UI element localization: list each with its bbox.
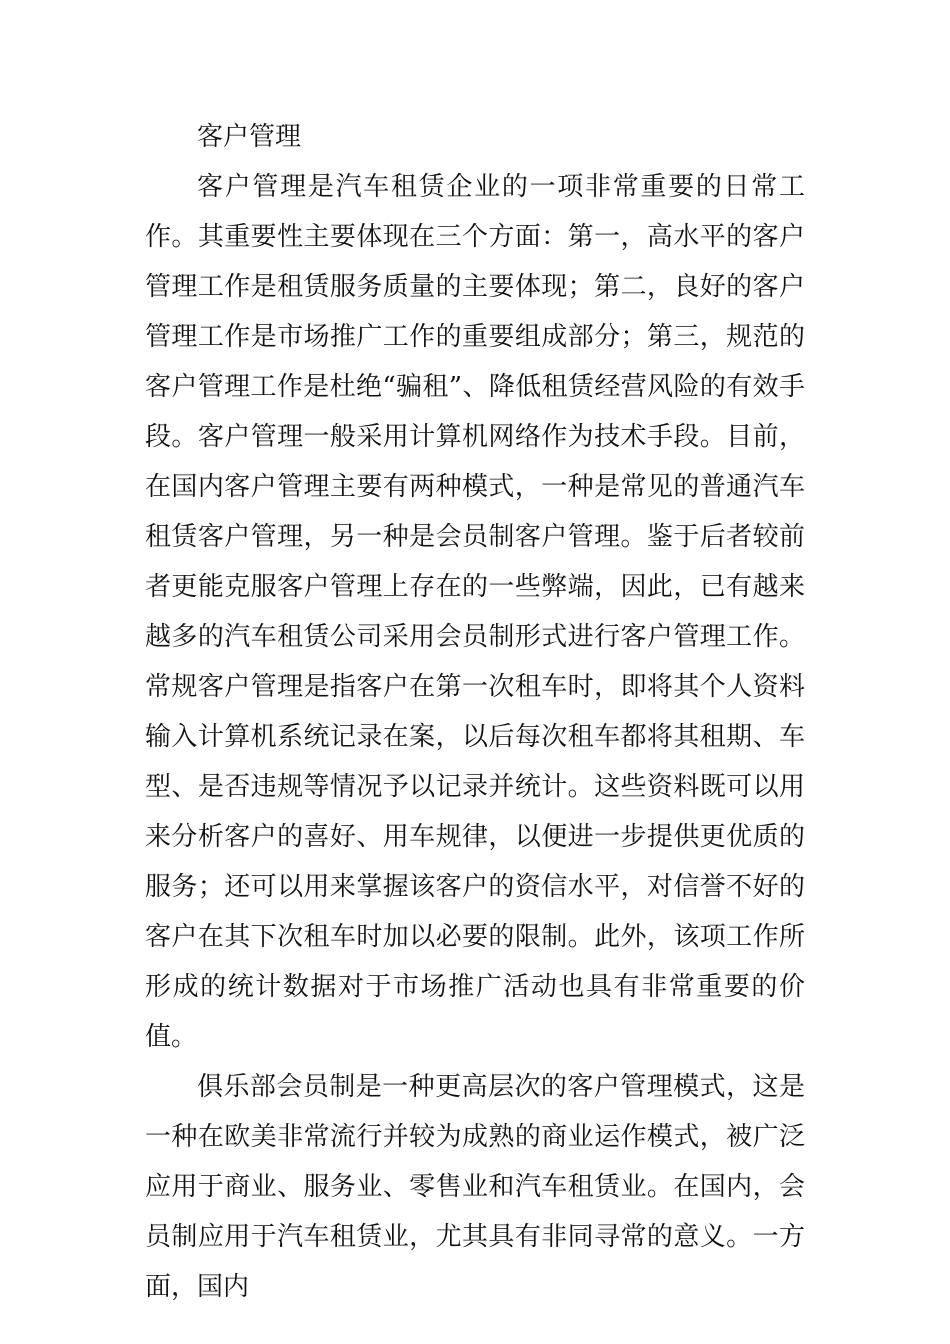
paragraph-club-membership: 俱乐部会员制是一种更高层次的客户管理模式，这是一种在欧美非常流行并较为成熟的商业运作模式，被广泛应用于商业、服务业、零售业和汽车租赁业。在国内，会员制应用于汽车租赁业，尤其具有非同寻常的意义。一方面，国内 xyxy=(145,1072,805,1302)
section-heading: 客户管理 xyxy=(197,122,302,152)
paragraph-customer-management: 客户管理是汽车租赁企业的一项非常重要的日常工作。其重要性主要体现在三个方面：第一，高水平的客户管理工作是租赁服务质量的主要体现；第二，良好的客户管理工作是市场推广工作的重要组成部分；第三，规范的客户管理工作是杜绝“骗租”、降低租赁经营风险的有效手段。客户管理一般采用计算机网络作为技术手段。目前，在国内客户管理主要有两种模式，一种是常见的普通汽车租赁客户管理，另一种是会员制客户管理。鉴于后者较前者更能克服客户管理上存在的一些弊端，因此，已有越来越多的汽车租赁公司采用会员制形式进行客户管理工作。常规客户管理是指客户在第一次租车时，即将其个人资料输入计算机系统记录在案，以后每次租车都将其租期、车型、是否违规等情况予以记录并统计。这些资料既可以用来分析客户的喜好、用车规律，以便进一步提供更优质的服务；还可以用来掌握该客户的资信水平，对信誉不好的客户在其下次租车时加以必要的限制。此外，该项工作所形成的统计数据对于市场推广活动也具有非常重要的价值。 xyxy=(145,172,805,1052)
document-body xyxy=(145,112,805,1312)
